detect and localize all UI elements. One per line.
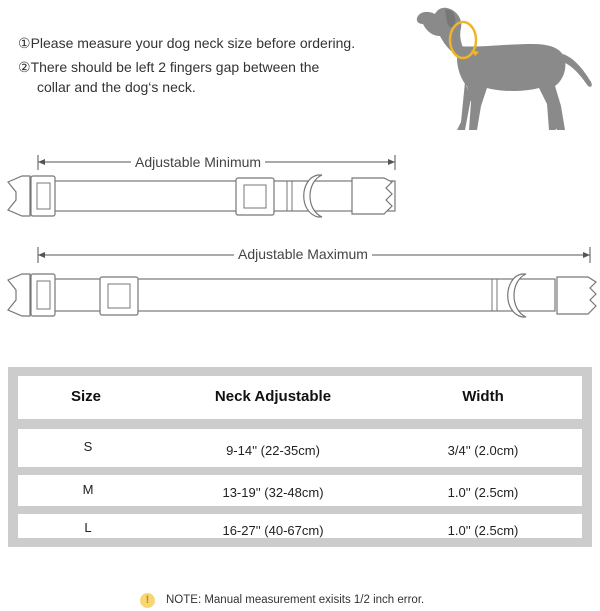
instruction-2-line2: collar and the dog‘s neck. <box>37 79 196 95</box>
step2-text-line1: There should be left 2 fingers gap between the <box>30 59 320 75</box>
warning-icon: ! <box>140 593 155 608</box>
note-text: NOTE: Manual measurement exisits 1/2 inch error. <box>166 594 425 606</box>
header-size: Size <box>70 388 101 405</box>
buckle-female-icon <box>8 176 30 216</box>
row-neck: 13-19'' (32-48cm) <box>222 485 324 500</box>
collar-minimum-diagram <box>0 150 600 230</box>
buckle-male-icon <box>557 277 596 314</box>
buckle-female-icon <box>8 274 30 316</box>
dog-illustration <box>405 2 600 137</box>
row-width: 1.0'' (2.5cm) <box>447 485 519 500</box>
size-table <box>8 367 592 547</box>
min-strap <box>40 181 395 211</box>
row-size: S <box>83 439 93 454</box>
instruction-2 <box>18 57 319 77</box>
table-row <box>18 475 582 505</box>
adjustable-minimum-label: Adjustable Minimum <box>131 154 265 170</box>
table-row <box>18 432 582 462</box>
row-width: 3/4'' (2.0cm) <box>447 443 519 458</box>
table-header <box>18 376 582 419</box>
buckle-male-icon <box>352 178 392 214</box>
row-width: 1.0'' (2.5cm) <box>447 523 519 538</box>
step2-marker: ② <box>18 59 31 75</box>
row-neck: 9-14'' (22-35cm) <box>226 443 320 458</box>
header-divider <box>18 419 582 429</box>
table-row <box>18 513 582 543</box>
row-neck: 16-27'' (40-67cm) <box>222 523 324 538</box>
row-divider <box>18 467 582 475</box>
row-size: M <box>82 482 94 497</box>
step1-text: Please measure your dog neck size before ordering. <box>30 35 356 51</box>
adjustable-maximum-label: Adjustable Maximum <box>234 246 372 262</box>
header-neck-adjustable: Neck Adjustable <box>214 388 332 405</box>
step1-marker: ① <box>18 35 31 51</box>
dog-silhouette-icon <box>417 8 592 130</box>
row-size: L <box>84 520 92 535</box>
header-width: Width <box>462 388 504 405</box>
instruction-1 <box>18 33 355 53</box>
